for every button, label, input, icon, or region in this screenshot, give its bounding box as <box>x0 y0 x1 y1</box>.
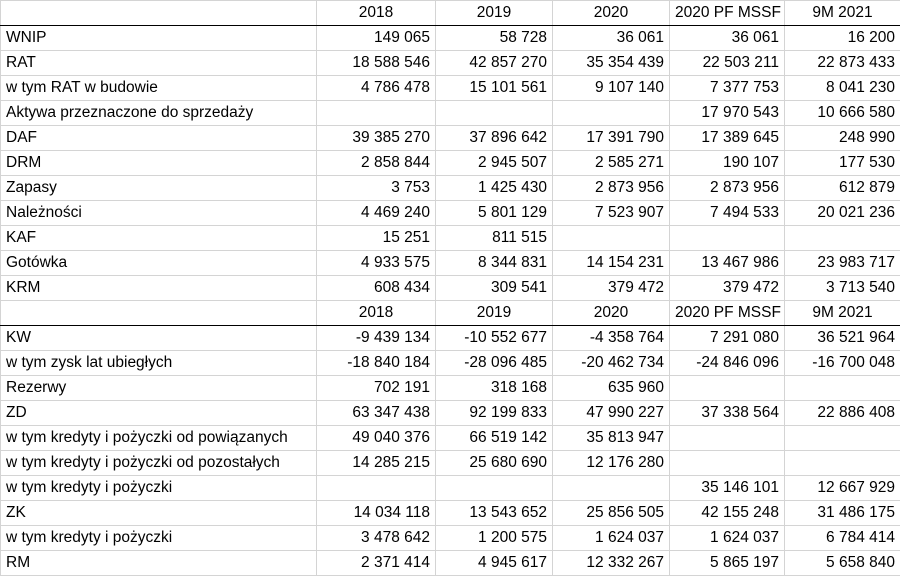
header-blank-cell[interactable] <box>1 301 317 326</box>
value-cell[interactable]: 4 469 240 <box>317 201 436 226</box>
value-cell[interactable]: 18 588 546 <box>317 51 436 76</box>
value-cell[interactable] <box>670 426 785 451</box>
value-cell[interactable]: 58 728 <box>436 26 553 51</box>
value-cell[interactable]: 4 945 617 <box>436 551 553 576</box>
value-cell[interactable]: 22 873 433 <box>785 51 900 76</box>
value-cell[interactable]: 17 970 543 <box>670 101 785 126</box>
table-row <box>1 326 900 351</box>
value-cell[interactable]: 35 813 947 <box>553 426 670 451</box>
value-cell[interactable]: 7 291 080 <box>670 326 785 351</box>
table-row <box>1 451 900 476</box>
value-cell[interactable]: 3 478 642 <box>317 526 436 551</box>
section2-header-row <box>1 301 900 326</box>
value-cell[interactable] <box>670 376 785 401</box>
row-label-cell[interactable]: KW <box>1 326 317 351</box>
column-header[interactable]: 2020 <box>553 1 670 26</box>
value-cell[interactable]: 35 146 101 <box>670 476 785 501</box>
value-cell[interactable] <box>553 476 670 501</box>
value-cell[interactable]: -16 700 048 <box>785 351 900 376</box>
value-cell[interactable]: 42 155 248 <box>670 501 785 526</box>
row-label-cell[interactable]: Gotówka <box>1 251 317 276</box>
value-cell[interactable]: 318 168 <box>436 376 553 401</box>
value-cell[interactable]: 20 021 236 <box>785 201 900 226</box>
row-label-cell[interactable]: Aktywa przeznaczone do sprzedaży <box>1 101 317 126</box>
value-cell[interactable]: 63 347 438 <box>317 401 436 426</box>
table-row <box>1 476 900 501</box>
value-cell[interactable]: 16 200 <box>785 26 900 51</box>
value-cell[interactable]: 2 585 271 <box>553 151 670 176</box>
value-cell[interactable]: 14 285 215 <box>317 451 436 476</box>
value-cell[interactable]: 379 472 <box>553 276 670 301</box>
row-label-cell[interactable]: Zapasy <box>1 176 317 201</box>
value-cell[interactable]: 92 199 833 <box>436 401 553 426</box>
value-cell[interactable]: 22 886 408 <box>785 401 900 426</box>
row-label-cell[interactable]: Należności <box>1 201 317 226</box>
value-cell[interactable]: 190 107 <box>670 151 785 176</box>
value-cell[interactable]: 1 200 575 <box>436 526 553 551</box>
value-cell[interactable] <box>553 101 670 126</box>
value-cell[interactable]: 13 467 986 <box>670 251 785 276</box>
row-label-cell[interactable]: DAF <box>1 126 317 151</box>
value-cell[interactable]: 811 515 <box>436 226 553 251</box>
section1-header-row <box>1 1 900 26</box>
value-cell[interactable]: -28 096 485 <box>436 351 553 376</box>
value-cell[interactable]: 66 519 142 <box>436 426 553 451</box>
row-label-cell[interactable]: RM <box>1 551 317 576</box>
value-cell[interactable]: 2 945 507 <box>436 151 553 176</box>
value-cell[interactable]: 5 865 197 <box>670 551 785 576</box>
value-cell[interactable]: -24 846 096 <box>670 351 785 376</box>
value-cell[interactable]: 8 344 831 <box>436 251 553 276</box>
table-row <box>1 526 900 551</box>
value-cell[interactable]: 2 371 414 <box>317 551 436 576</box>
value-cell[interactable]: 42 857 270 <box>436 51 553 76</box>
value-cell[interactable] <box>785 426 900 451</box>
value-cell[interactable] <box>785 376 900 401</box>
row-label-cell[interactable]: KAF <box>1 226 317 251</box>
value-cell[interactable]: 309 541 <box>436 276 553 301</box>
table-row <box>1 26 900 51</box>
value-cell[interactable]: 2 873 956 <box>553 176 670 201</box>
value-cell[interactable]: 379 472 <box>670 276 785 301</box>
row-label-cell[interactable]: DRM <box>1 151 317 176</box>
table-row <box>1 401 900 426</box>
column-header[interactable]: 9M 2021 <box>785 301 900 326</box>
value-cell[interactable] <box>436 101 553 126</box>
value-cell[interactable] <box>785 226 900 251</box>
value-cell[interactable]: 17 391 790 <box>553 126 670 151</box>
value-cell[interactable] <box>317 476 436 501</box>
row-label-cell[interactable]: ZD <box>1 401 317 426</box>
value-cell[interactable] <box>317 101 436 126</box>
value-cell[interactable]: -4 358 764 <box>553 326 670 351</box>
value-cell[interactable]: 13 543 652 <box>436 501 553 526</box>
value-cell[interactable]: 14 154 231 <box>553 251 670 276</box>
value-cell[interactable]: 36 061 <box>553 26 670 51</box>
value-cell[interactable]: 17 389 645 <box>670 126 785 151</box>
column-header[interactable]: 2018 <box>317 301 436 326</box>
column-header[interactable]: 9M 2021 <box>785 1 900 26</box>
table-row <box>1 151 900 176</box>
column-header[interactable]: 2020 PF MSSF <box>670 301 785 326</box>
row-label-cell[interactable]: WNIP <box>1 26 317 51</box>
table-row <box>1 351 900 376</box>
row-label-cell[interactable]: RAT <box>1 51 317 76</box>
value-cell[interactable] <box>436 476 553 501</box>
row-label-cell[interactable]: Rezerwy <box>1 376 317 401</box>
table-row <box>1 176 900 201</box>
table-row <box>1 76 900 101</box>
value-cell[interactable] <box>785 451 900 476</box>
value-cell[interactable]: 14 034 118 <box>317 501 436 526</box>
value-cell[interactable]: 12 667 929 <box>785 476 900 501</box>
value-cell[interactable]: 702 191 <box>317 376 436 401</box>
value-cell[interactable]: 4 786 478 <box>317 76 436 101</box>
value-cell[interactable]: 8 041 230 <box>785 76 900 101</box>
table-row <box>1 426 900 451</box>
table-row <box>1 501 900 526</box>
table-row <box>1 101 900 126</box>
value-cell[interactable]: 39 385 270 <box>317 126 436 151</box>
value-cell[interactable]: 1 425 430 <box>436 176 553 201</box>
value-cell[interactable]: 36 061 <box>670 26 785 51</box>
value-cell[interactable]: 12 176 280 <box>553 451 670 476</box>
value-cell[interactable]: 612 879 <box>785 176 900 201</box>
value-cell[interactable]: 10 666 580 <box>785 101 900 126</box>
value-cell[interactable]: 9 107 140 <box>553 76 670 101</box>
value-cell[interactable]: 49 040 376 <box>317 426 436 451</box>
value-cell[interactable]: 47 990 227 <box>553 401 670 426</box>
value-cell[interactable]: 37 338 564 <box>670 401 785 426</box>
row-label-cell[interactable]: w tym RAT w budowie <box>1 76 317 101</box>
value-cell[interactable]: 2 858 844 <box>317 151 436 176</box>
table-row <box>1 551 900 576</box>
table-row <box>1 376 900 401</box>
table-row <box>1 251 900 276</box>
value-cell[interactable]: 22 503 211 <box>670 51 785 76</box>
value-cell[interactable]: 31 486 175 <box>785 501 900 526</box>
value-cell[interactable]: 25 680 690 <box>436 451 553 476</box>
row-label-cell[interactable]: w tym kredyty i pożyczki <box>1 476 317 501</box>
value-cell[interactable]: 12 332 267 <box>553 551 670 576</box>
value-cell[interactable]: 36 521 964 <box>785 326 900 351</box>
table-row <box>1 126 900 151</box>
value-cell[interactable] <box>670 451 785 476</box>
value-cell[interactable]: 5 658 840 <box>785 551 900 576</box>
value-cell[interactable]: 7 377 753 <box>670 76 785 101</box>
value-cell[interactable]: 3 713 540 <box>785 276 900 301</box>
value-cell[interactable]: 35 354 439 <box>553 51 670 76</box>
value-cell[interactable]: 635 960 <box>553 376 670 401</box>
value-cell[interactable]: 3 753 <box>317 176 436 201</box>
value-cell[interactable]: 149 065 <box>317 26 436 51</box>
column-header[interactable]: 2018 <box>317 1 436 26</box>
value-cell[interactable]: 248 990 <box>785 126 900 151</box>
table-row <box>1 276 900 301</box>
value-cell[interactable]: 6 784 414 <box>785 526 900 551</box>
value-cell[interactable]: 4 933 575 <box>317 251 436 276</box>
column-header[interactable]: 2019 <box>436 301 553 326</box>
column-header[interactable]: 2020 <box>553 301 670 326</box>
row-label-cell[interactable]: KRM <box>1 276 317 301</box>
row-label-cell[interactable]: w tym kredyty i pożyczki <box>1 526 317 551</box>
value-cell[interactable]: 23 983 717 <box>785 251 900 276</box>
value-cell[interactable]: 15 251 <box>317 226 436 251</box>
row-label-cell[interactable]: w tym zysk lat ubiegłych <box>1 351 317 376</box>
value-cell[interactable] <box>553 226 670 251</box>
column-header[interactable]: 2019 <box>436 1 553 26</box>
value-cell[interactable]: 2 873 956 <box>670 176 785 201</box>
value-cell[interactable]: 608 434 <box>317 276 436 301</box>
value-cell[interactable]: -10 552 677 <box>436 326 553 351</box>
value-cell[interactable]: 7 494 533 <box>670 201 785 226</box>
row-label-cell[interactable]: w tym kredyty i pożyczki od pozostałych <box>1 451 317 476</box>
row-label-cell[interactable]: w tym kredyty i pożyczki od powiązanych <box>1 426 317 451</box>
table-row <box>1 201 900 226</box>
value-cell[interactable]: 7 523 907 <box>553 201 670 226</box>
value-cell[interactable]: -9 439 134 <box>317 326 436 351</box>
value-cell[interactable]: 25 856 505 <box>553 501 670 526</box>
column-header[interactable]: 2020 PF MSSF <box>670 1 785 26</box>
header-blank-cell[interactable] <box>1 1 317 26</box>
value-cell[interactable]: 1 624 037 <box>553 526 670 551</box>
value-cell[interactable]: 177 530 <box>785 151 900 176</box>
value-cell[interactable]: -20 462 734 <box>553 351 670 376</box>
value-cell[interactable]: -18 840 184 <box>317 351 436 376</box>
table-row <box>1 51 900 76</box>
value-cell[interactable]: 5 801 129 <box>436 201 553 226</box>
value-cell[interactable]: 15 101 561 <box>436 76 553 101</box>
row-label-cell[interactable]: ZK <box>1 501 317 526</box>
value-cell[interactable]: 37 896 642 <box>436 126 553 151</box>
value-cell[interactable] <box>670 226 785 251</box>
value-cell[interactable]: 1 624 037 <box>670 526 785 551</box>
table-row <box>1 226 900 251</box>
